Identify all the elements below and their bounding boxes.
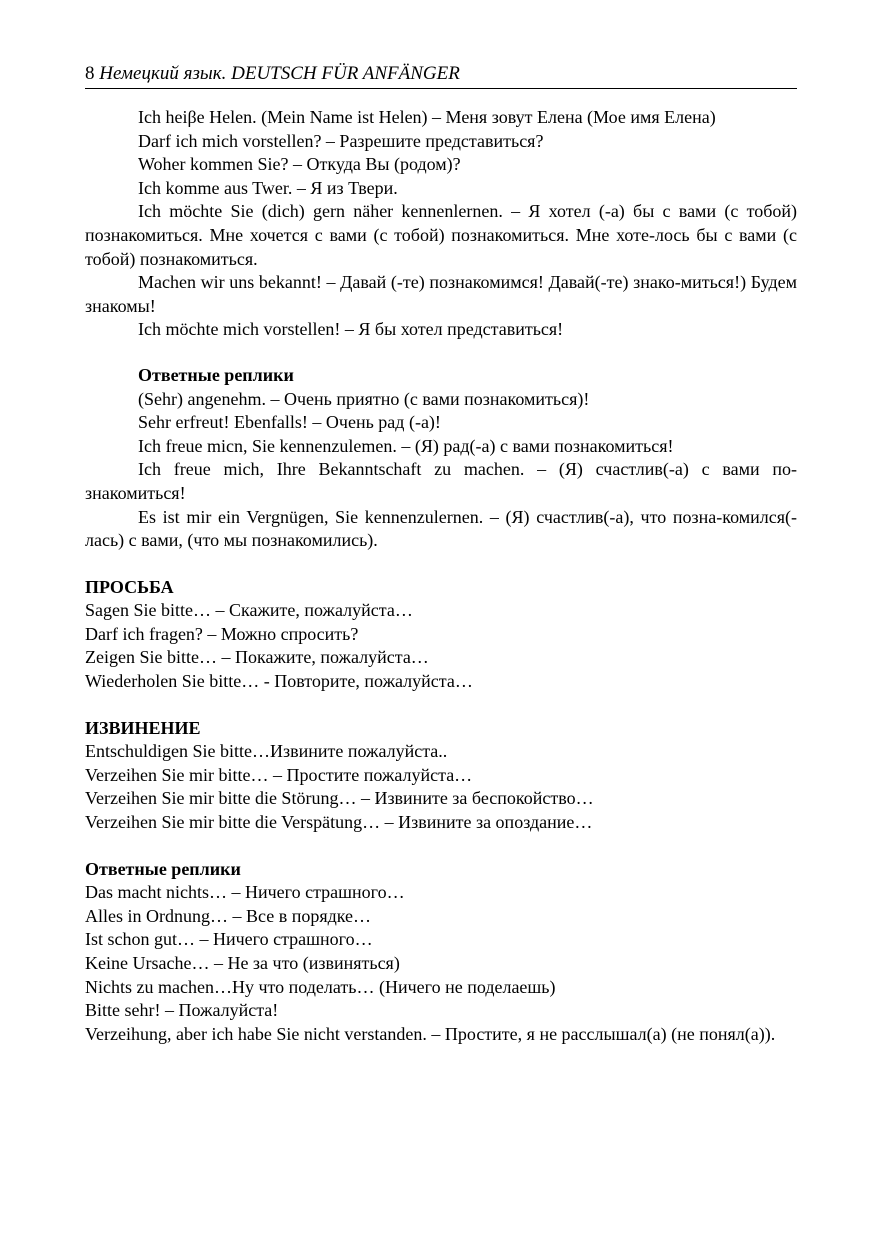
phrase-paragraph: Ich möchte mich vorstellen! – Я бы хотел представиться! <box>138 319 564 340</box>
page-number: 8 <box>85 63 95 84</box>
running-header <box>85 62 797 89</box>
list-item: Das macht nichts… – Ничего страшного… <box>85 882 405 903</box>
list-item: Alles in Ordnung… – Все в порядке… <box>85 905 372 926</box>
phrase-paragraph: Ich komme aus Twer. – Я из Твери. <box>138 177 398 198</box>
list-item: Verzeihung, aber ich habe Sie nicht verstanden. – Простите, я не расслышал(а) (не понял(а)). <box>85 1023 776 1044</box>
phrase-paragraph: Ich freue micn, Sie kennenzulemen. – (Я) рад(-а) с вами познакомиться! <box>138 435 674 456</box>
document-body <box>85 106 797 1046</box>
list-item: Verzeihen Sie mir bitte… – Простите пожалуйста… <box>85 764 473 785</box>
list-item: Verzeihen Sie mir bitte die Störung… – Извините за беспокойство… <box>85 788 594 809</box>
list-item: Keine Ursache… – Не за что (извиняться) <box>85 953 400 973</box>
list-item: Bitte sehr! – Пожалуйста! <box>85 1000 279 1021</box>
phrase-paragraph: Machen wir uns bekannt! – Давай (-те) познакомимся! Давай(-те) знако-миться!) Будем знакомы! <box>85 272 797 316</box>
list-item: Sagen Sie bitte… – Скажите, пожалуйста… <box>85 600 413 621</box>
list-item: Wiederholen Sie bitte… - Повторите, пожалуйста… <box>85 671 473 692</box>
request-heading: ПРОСЬБА <box>85 576 174 597</box>
list-item: Zeigen Sie bitte… – Покажите, пожалуйста… <box>85 647 429 668</box>
list-item: Nichts zu machen…Ну что поделать… (Ничего не поделаешь) <box>85 976 556 997</box>
apology-replies-heading: Ответные реплики <box>85 858 241 879</box>
apology-heading: ИЗВИНЕНИЕ <box>85 717 201 738</box>
apology-list <box>85 740 797 834</box>
phrase-paragraph: Sehr erfreut! Ebenfalls! – Очень рад (-а)! <box>138 412 441 433</box>
phrase-paragraph: Es ist mir ein Vergnügen, Sie kennenzulernen. – (Я) счастлив(-а), что позна-комился(-лась) с вами, (что мы познакомились). <box>85 506 797 551</box>
replies-heading: Ответные реплики <box>138 364 294 385</box>
phrase-paragraph: (Sehr) angenehm. – Очень приятно (с вами познакомиться)! <box>138 388 590 409</box>
list-item: Ist schon gut… – Ничего страшного… <box>85 929 373 950</box>
running-header-title: Немецкий язык. DEUTSCH FÜR ANFÄNGER <box>99 63 460 84</box>
phrase-paragraph: Woher kommen Sie? – Откуда Вы (родом)? <box>138 154 461 175</box>
list-item: Verzeihen Sie mir bitte die Verspätung… – Извините за опоздание… <box>85 812 593 833</box>
phrase-paragraph: Ich freue mich, Ihre Bekanntschaft zu machen. – (Я) счастлив(-а) с вами по-знакомиться! <box>85 459 797 503</box>
apology-replies-list <box>85 881 797 1046</box>
request-list <box>85 599 797 693</box>
phrase-paragraph: Ich heiβe Helen. (Mein Name ist Helen) – Меня зовут Елена (Мое имя Елена) <box>138 107 716 127</box>
intro-phrases <box>85 106 797 342</box>
list-item: Entschuldigen Sie bitte…Извините пожалуйста.. <box>85 741 448 762</box>
reply-phrases <box>85 388 797 553</box>
phrase-paragraph: Darf ich mich vorstellen? – Разрешите представиться? <box>138 130 544 151</box>
page <box>85 62 797 1046</box>
list-item: Darf ich fragen? – Можно спросить? <box>85 623 359 644</box>
phrase-paragraph: Ich möchte Sie (dich) gern näher kennenlernen. – Я хотел (-а) бы с вами (с тобой) познакомиться. Мне хочется с вами (с тобой) познакомиться. Мне хоте-лось бы с вами (с тобой) познакомиться. <box>85 201 797 269</box>
